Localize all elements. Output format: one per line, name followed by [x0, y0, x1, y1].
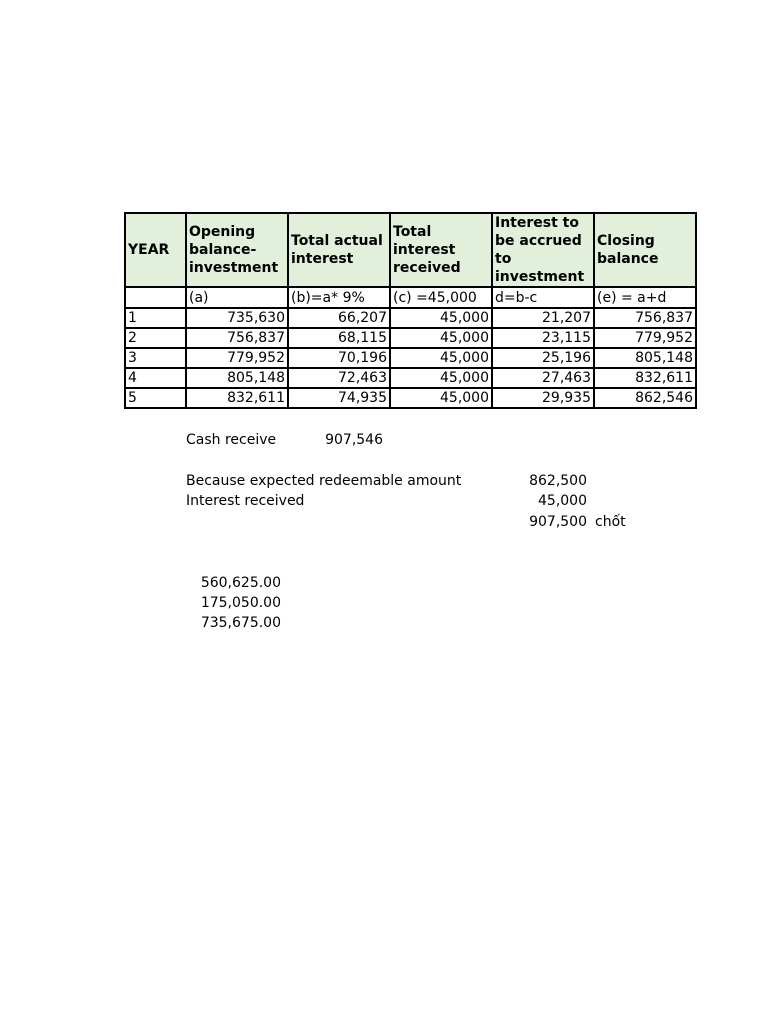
interest-accrued-cell[interactable]: 21,207 — [492, 308, 594, 328]
header-closing-balance[interactable]: Closing balance — [594, 213, 696, 287]
redeemable-amount-value[interactable]: 862,500 — [529, 473, 587, 489]
table-row — [125, 328, 696, 348]
header-total-interest-received[interactable]: Total interest received — [390, 213, 492, 287]
cash-received-label[interactable]: Cash receive — [186, 432, 277, 448]
interest-received-cell[interactable]: 45,000 — [390, 308, 492, 328]
extra-value-3[interactable]: 735,675.00 — [200, 615, 281, 631]
opening-balance-cell[interactable]: 805,148 — [186, 368, 288, 388]
interest-received-value[interactable]: 45,000 — [538, 493, 587, 509]
cash-received-value[interactable]: 907,546 — [325, 432, 383, 448]
table-row — [125, 308, 696, 328]
table-row — [125, 348, 696, 368]
total-note[interactable]: chốt — [595, 514, 626, 530]
formula-cell[interactable]: (a) — [186, 287, 288, 308]
investment-schedule-table — [124, 212, 697, 409]
header-total-actual-interest[interactable]: Total actual interest — [288, 213, 390, 287]
header-opening-balance[interactable]: Opening balance- investment — [186, 213, 288, 287]
interest-received-cell[interactable]: 45,000 — [390, 348, 492, 368]
opening-balance-cell[interactable]: 779,952 — [186, 348, 288, 368]
year-cell[interactable]: 3 — [125, 348, 186, 368]
formula-cell[interactable]: (b)=a* 9% — [288, 287, 390, 308]
actual-interest-cell[interactable]: 70,196 — [288, 348, 390, 368]
table-formula-row — [125, 287, 696, 308]
actual-interest-cell[interactable]: 74,935 — [288, 388, 390, 408]
year-cell[interactable]: 5 — [125, 388, 186, 408]
table-header-row — [125, 213, 696, 287]
closing-balance-cell[interactable]: 779,952 — [594, 328, 696, 348]
header-interest-accrued[interactable]: Interest to be accrued to investment — [492, 213, 594, 287]
closing-balance-cell[interactable]: 862,546 — [594, 388, 696, 408]
actual-interest-cell[interactable]: 66,207 — [288, 308, 390, 328]
formula-cell[interactable]: d=b-c — [492, 287, 594, 308]
opening-balance-cell[interactable]: 832,611 — [186, 388, 288, 408]
year-cell[interactable]: 4 — [125, 368, 186, 388]
interest-received-cell[interactable]: 45,000 — [390, 388, 492, 408]
opening-balance-cell[interactable]: 756,837 — [186, 328, 288, 348]
formula-cell[interactable]: (c) =45,000 — [390, 287, 492, 308]
redeemable-amount-label[interactable]: Because expected redeemable amount — [186, 473, 462, 489]
extra-value-2[interactable]: 175,050.00 — [200, 595, 281, 611]
header-year[interactable]: YEAR — [125, 213, 186, 287]
formula-cell[interactable] — [125, 287, 186, 308]
interest-accrued-cell[interactable]: 27,463 — [492, 368, 594, 388]
total-value[interactable]: 907,500 — [529, 514, 587, 530]
table-row — [125, 368, 696, 388]
interest-received-label[interactable]: Interest received — [186, 493, 305, 509]
interest-accrued-cell[interactable]: 23,115 — [492, 328, 594, 348]
opening-balance-cell[interactable]: 735,630 — [186, 308, 288, 328]
year-cell[interactable]: 2 — [125, 328, 186, 348]
year-cell[interactable]: 1 — [125, 308, 186, 328]
extra-value-1[interactable]: 560,625.00 — [200, 575, 281, 591]
interest-received-cell[interactable]: 45,000 — [390, 328, 492, 348]
closing-balance-cell[interactable]: 805,148 — [594, 348, 696, 368]
closing-balance-cell[interactable]: 756,837 — [594, 308, 696, 328]
table-row — [125, 388, 696, 408]
interest-received-cell[interactable]: 45,000 — [390, 368, 492, 388]
actual-interest-cell[interactable]: 72,463 — [288, 368, 390, 388]
interest-accrued-cell[interactable]: 29,935 — [492, 388, 594, 408]
actual-interest-cell[interactable]: 68,115 — [288, 328, 390, 348]
closing-balance-cell[interactable]: 832,611 — [594, 368, 696, 388]
interest-accrued-cell[interactable]: 25,196 — [492, 348, 594, 368]
formula-cell[interactable]: (e) = a+d — [594, 287, 696, 308]
